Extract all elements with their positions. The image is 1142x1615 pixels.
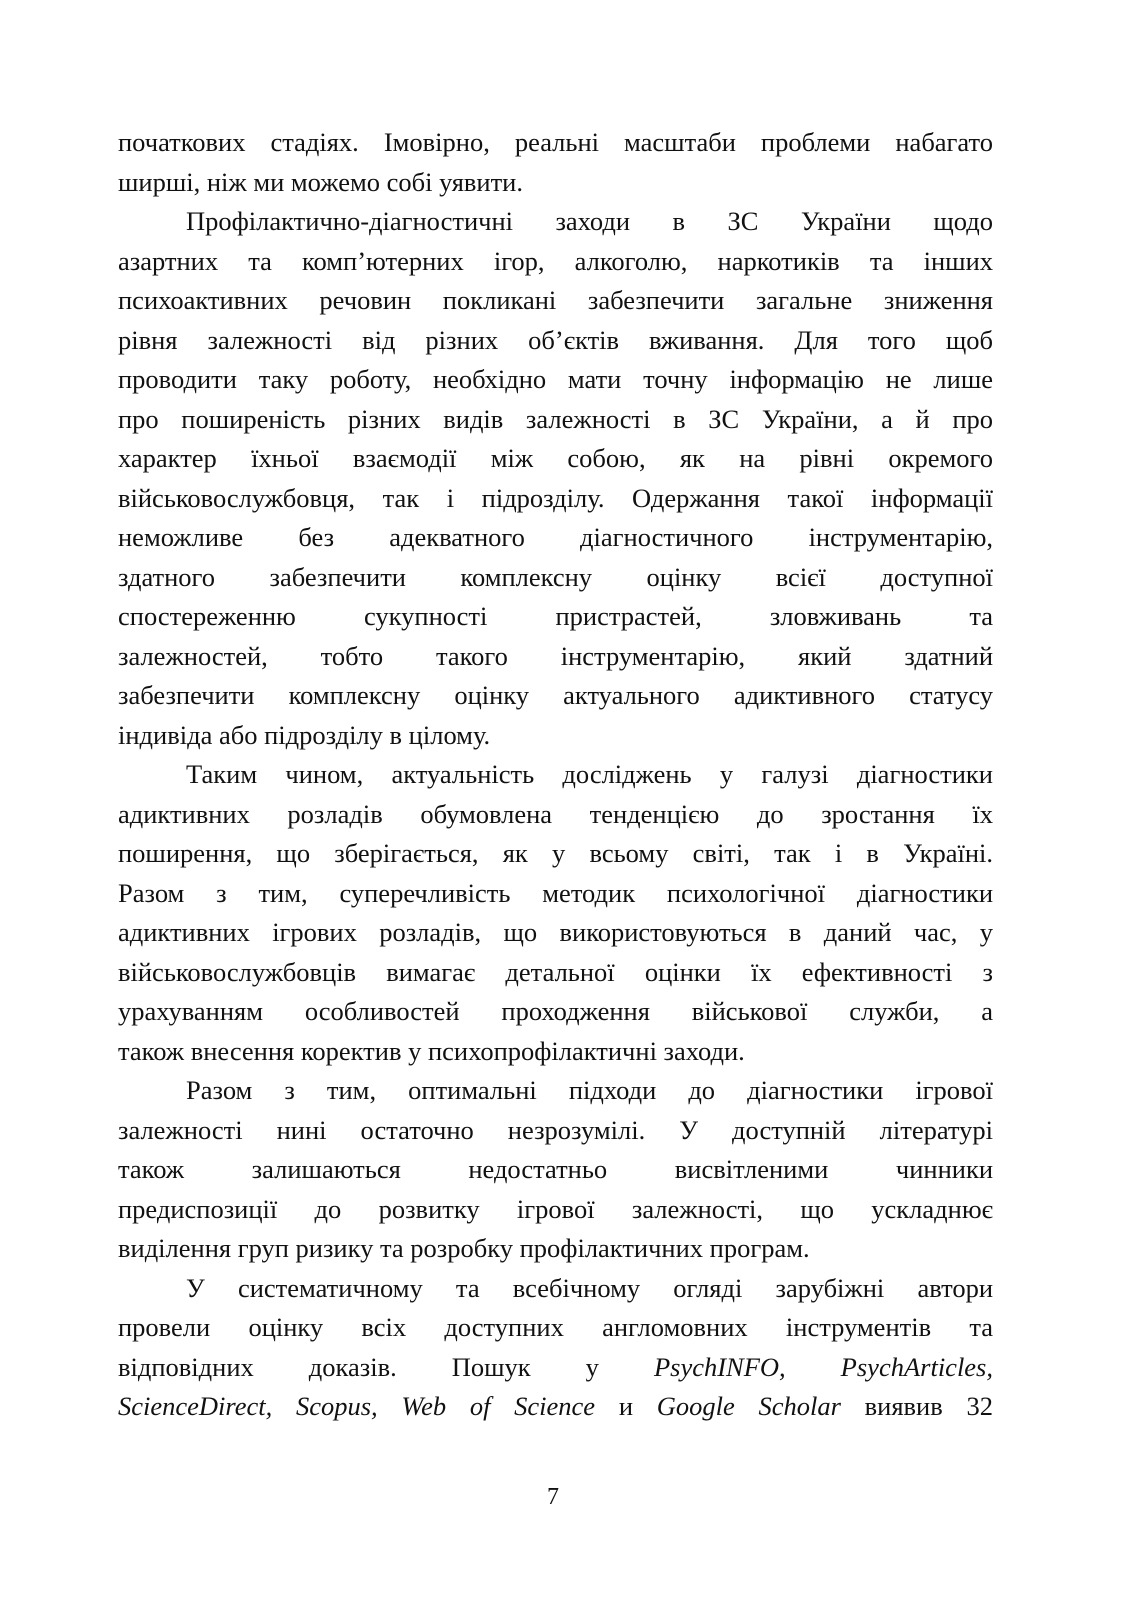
text-segment: Профілактично-діагностичні заходи в ЗС України щодо	[186, 206, 993, 236]
text-line	[118, 834, 993, 874]
text-segment: також залишаються недостатньо висвітленими чинники	[118, 1154, 993, 1184]
text-line	[118, 913, 993, 953]
text-line	[118, 1387, 993, 1427]
text-segment: виявив 32	[840, 1391, 993, 1421]
text-line	[118, 479, 993, 519]
text-line	[118, 518, 993, 558]
text-segment: адиктивних ігрових розладів, що використовуються в даний час, у	[118, 917, 993, 947]
text-segment: предиспозиції до розвитку ігрової залежності, що ускладнює	[118, 1193, 993, 1224]
text-line	[118, 281, 993, 321]
text-segment: військовослужбовців вимагає детальної оцінки їх ефективності з	[118, 956, 993, 987]
text-segment: забезпечити комплексну оцінку актуального адиктивного статусу	[118, 680, 993, 710]
text-line	[118, 1348, 993, 1388]
text-segment: психоактивних речовин покликані забезпечити загальне зниження	[118, 285, 993, 315]
text-line	[118, 874, 993, 914]
text-segment: адиктивних розладів обумовлена тенденцією до зростання їх	[118, 798, 993, 829]
text-segment: про поширеність різних видів залежності в ЗС України, а й про	[118, 403, 993, 434]
text-line	[118, 163, 993, 203]
text-segment: проводити таку роботу, необхідно мати точну інформацію не лише	[118, 364, 993, 394]
text-segment: рівня залежності від різних об’єктів вживання. Для того щоб	[118, 324, 993, 355]
text-segment: У систематичному та всебічному огляді зарубіжні автори	[186, 1272, 993, 1303]
text-line	[118, 637, 993, 677]
text-line	[118, 242, 993, 282]
text-segment: здатного забезпечити комплексну оцінку всієї доступної	[118, 561, 993, 592]
italic-text: PsychINFO, PsychArticles,	[653, 1351, 993, 1382]
text-segment: Разом з тим, оптимальні підходи до діагностики ігрової	[186, 1075, 993, 1105]
text-segment: и	[595, 1391, 657, 1421]
paragraph	[118, 202, 993, 755]
text-line	[118, 321, 993, 361]
text-line	[118, 755, 993, 795]
text-segment: залежності нині остаточно незрозумілі. У доступній літературі	[118, 1114, 993, 1145]
paragraph	[118, 1071, 993, 1269]
text-line	[118, 676, 993, 716]
text-segment: індивіда або підрозділу в цілому.	[118, 719, 491, 750]
italic-text: ScienceDirect, Scopus, Web of Science	[118, 1391, 596, 1421]
text-line	[118, 558, 993, 598]
text-line	[118, 1308, 993, 1348]
text-line	[118, 1190, 993, 1230]
text-segment: азартних та комп’ютерних ігор, алкоголю, наркотиків та інших	[118, 245, 993, 276]
text-segment: виділення груп ризику та розробку профілактичних програм.	[118, 1233, 810, 1263]
text-line	[118, 992, 993, 1032]
text-line	[118, 360, 993, 400]
text-line	[118, 1150, 993, 1190]
paragraph	[118, 1269, 993, 1427]
text-segment: Таким чином, актуальність досліджень у галузі діагностики	[186, 759, 993, 789]
text-segment: провели оцінку всіх доступних англомовних інструментів та	[118, 1312, 993, 1342]
text-segment: спостереженню сукупності пристрастей, зловживань та	[118, 601, 993, 631]
text-line	[118, 716, 993, 756]
text-segment: залежностей, тобто такого інструментарію, який здатний	[118, 640, 993, 671]
text-segment: урахуванням особливостей проходження військової служби, а	[118, 996, 993, 1026]
text-segment: відповідних доказів. Пошук у	[118, 1351, 654, 1382]
text-line	[118, 1111, 993, 1151]
text-line	[118, 795, 993, 835]
text-segment: поширення, що зберігається, як у всьому світі, так і в Україні.	[118, 838, 993, 868]
text-segment: також внесення коректив у психопрофілактичні заходи.	[118, 1035, 745, 1066]
text-line	[118, 123, 993, 163]
text-segment: початкових стадіях. Імовірно, реальні масштаби проблеми набагато	[118, 127, 993, 157]
text-segment: ширші, ніж ми можемо собі уявити.	[118, 166, 523, 197]
text-line	[118, 953, 993, 993]
text-line	[118, 202, 993, 242]
text-segment: Разом з тим, суперечливість методик психологічної діагностики	[118, 877, 993, 908]
text-line	[118, 1229, 993, 1269]
text-line	[118, 1269, 993, 1309]
text-segment: характер їхньої взаємодії між собою, як на рівні окремого	[118, 443, 993, 473]
text-segment: військовослужбовця, так і підрозділу. Одержання такої інформації	[118, 482, 993, 513]
text-line	[118, 1032, 993, 1072]
text-line	[118, 400, 993, 440]
text-line	[118, 1071, 993, 1111]
text-line	[118, 597, 993, 637]
page-number: 7	[547, 1484, 559, 1510]
italic-text: Google Scholar	[656, 1391, 841, 1421]
text-segment: неможливе без адекватного діагностичного інструментарію,	[118, 522, 993, 552]
document-body	[118, 123, 993, 1427]
paragraph	[118, 123, 993, 202]
text-line	[118, 439, 993, 479]
paragraph	[118, 755, 993, 1071]
